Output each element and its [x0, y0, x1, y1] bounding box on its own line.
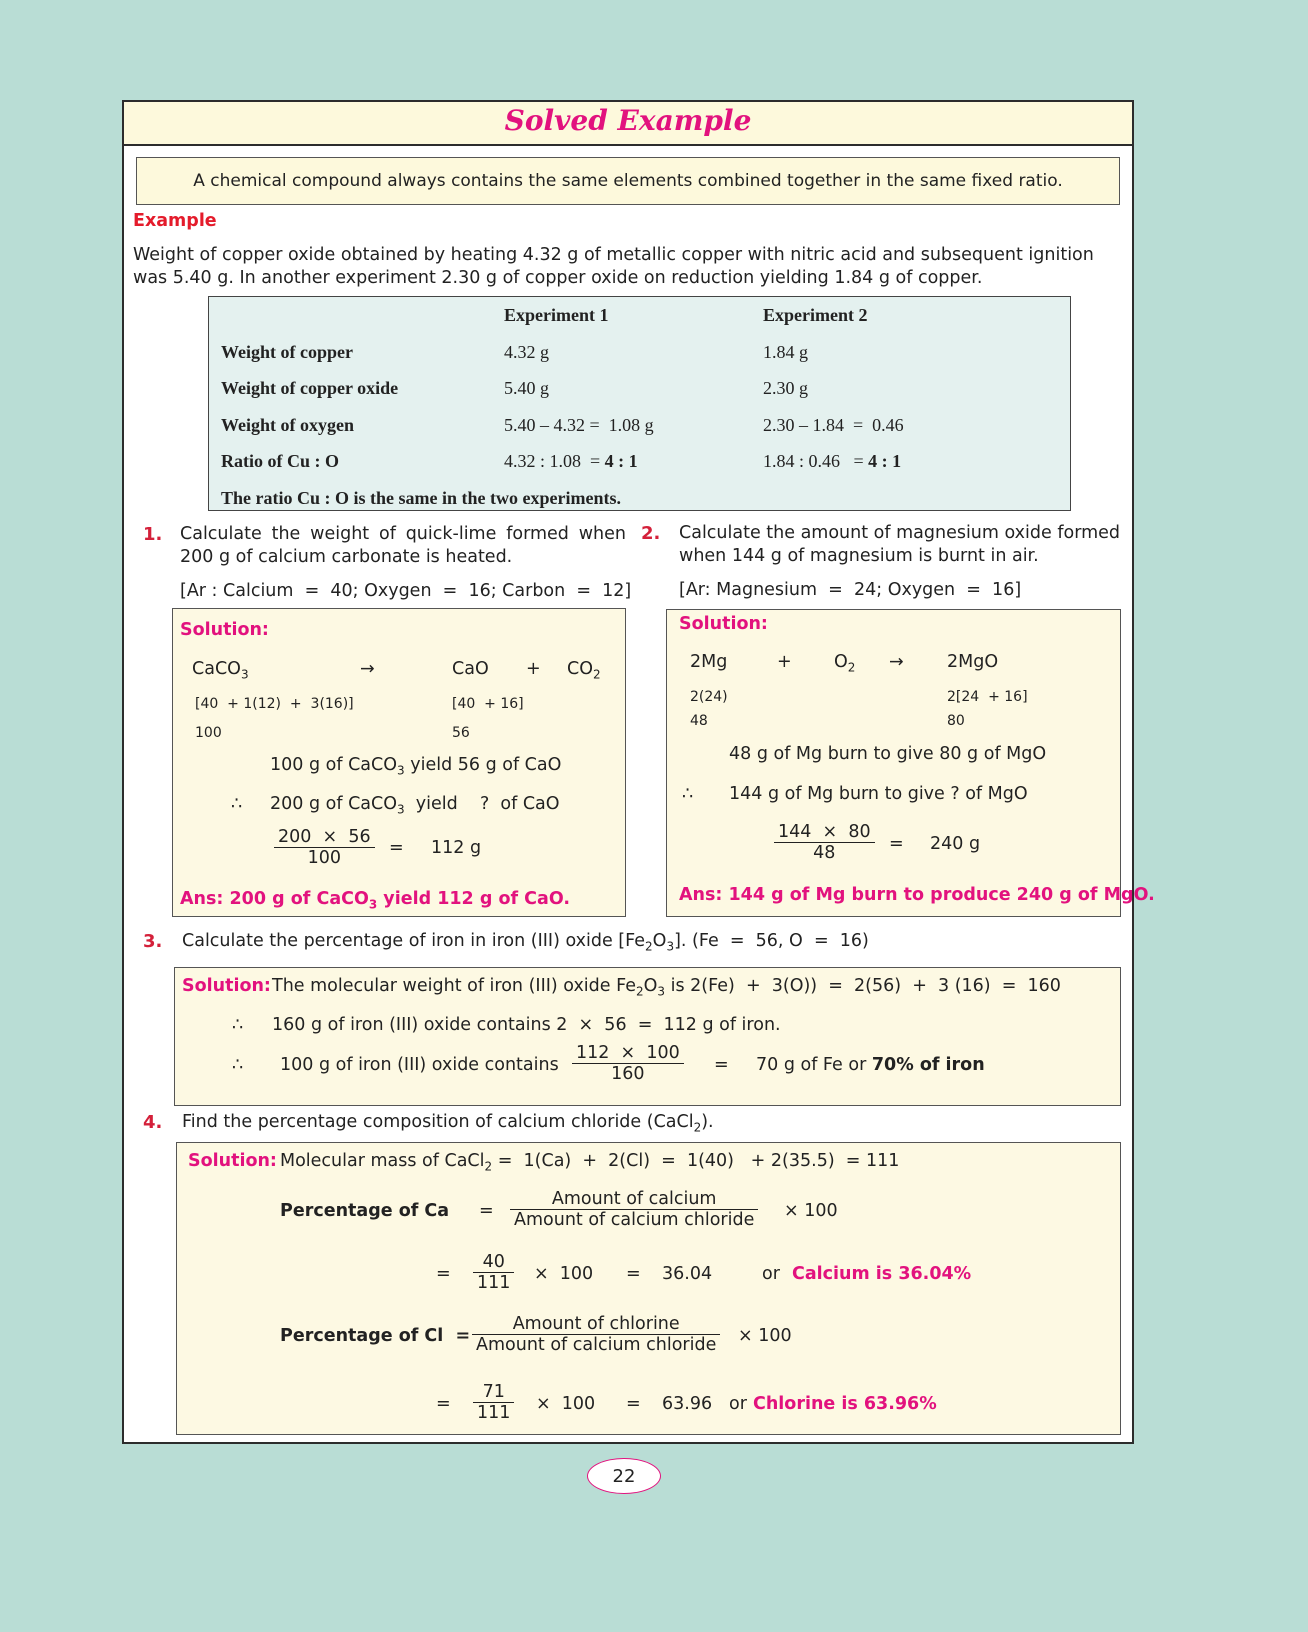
q2-fraction: $\frac{144 \times 80}{48}$ — [774, 822, 875, 863]
q1-product-2: $CO_2$ — [567, 659, 601, 682]
q3-line-2: 100 g of iron (III) oxide contains — [280, 1055, 559, 1075]
q2-answer: Ans: 144 g of Mg burn to produce 240 g of MgO. — [679, 885, 1155, 905]
or-text: or — [729, 1394, 747, 1414]
q2-result: 240 g — [930, 834, 981, 854]
q2-mass-2: 2[24 + 16] — [947, 689, 1028, 705]
q2-atomic-data: [Ar: Magnesium = 24; Oxygen = 16] — [679, 580, 1022, 600]
solution-label: Solution: — [182, 976, 271, 996]
q3-text: Calculate the percentage of iron in iron (III) oxide $[Fe_2O_3]$. (Fe = 56, O = 16) — [182, 931, 869, 954]
q4-cl-value: 63.96 — [662, 1394, 713, 1414]
table-cell: 2.30 g — [763, 378, 808, 398]
q4-ca-value: 36.04 — [662, 1264, 713, 1284]
therefore-symbol: ∴ — [232, 1055, 244, 1075]
table-cell: 4.32 g — [504, 342, 549, 362]
q3-result: 70 g of Fe or 70% of iron — [756, 1055, 985, 1075]
solution-label: Solution: — [188, 1151, 277, 1171]
arrow-icon: → — [360, 659, 375, 679]
q3-fraction: $\frac{112 \times 100}{160}$ — [572, 1043, 684, 1084]
q1-mass-2: [40 + 16] — [452, 696, 524, 712]
q4-ca-numeric-fraction: $\frac{40}{111}$ — [473, 1252, 514, 1293]
example-label: Example — [133, 211, 217, 231]
question-number: 3. — [143, 931, 163, 952]
question-number: 2. — [641, 523, 661, 544]
q4-ca-fraction: Amount of calcium Amount of calcium chloride — [510, 1189, 758, 1230]
q3-molecular-weight: The molecular weight of iron (III) oxide $Fe_2O_3$ is 2(Fe) + 3(O)) = 2(56) + 3 (16) = 160 — [272, 976, 1061, 999]
law-statement: A chemical compound always contains the same elements combined together in the same fixed ratio. — [193, 171, 1063, 191]
equals-sign: = — [889, 834, 904, 854]
q4-solution-box — [176, 1142, 1121, 1435]
q4-chlorine-result: Chlorine is 63.96% — [753, 1394, 937, 1414]
or-text: or — [762, 1264, 780, 1284]
page-title: Solved Example — [504, 104, 752, 137]
equals-sign: = — [626, 1264, 641, 1284]
table-row-label: Weight of copper — [221, 342, 353, 362]
table-row-label: Ratio of Cu : O — [221, 451, 339, 471]
example-text-1: Weight of copper oxide obtained by heating 4.32 g of metallic copper with nitric acid and subsequent ignition — [133, 245, 1094, 265]
q4-percentage-cl-label: Percentage of Cl = — [280, 1326, 471, 1346]
therefore-symbol: ∴ — [682, 784, 694, 804]
table-cell: 5.40 g — [504, 378, 549, 398]
q4-molecular-mass: Molecular mass of CaCl$_2$ = 1(Ca) + 2(Cl) = 1(40) + 2(35.5) = 111 — [280, 1151, 900, 1174]
q1-product-1: CaO — [452, 659, 489, 679]
table-row-label: Weight of oxygen — [221, 415, 354, 435]
plus-sign: + — [526, 659, 541, 679]
times-100: × 100 — [534, 1264, 594, 1284]
question-number: 4. — [143, 1112, 163, 1133]
equals-sign: = — [436, 1264, 451, 1284]
page-number: 22 — [587, 1458, 661, 1494]
times-100: × 100 — [738, 1326, 792, 1346]
plus-sign: + — [777, 652, 792, 672]
q1-value-2: 56 — [452, 725, 470, 741]
experiment-table — [208, 296, 1071, 511]
equals-sign: = — [436, 1394, 451, 1414]
table-cell: 1.84 g — [763, 342, 808, 362]
q1-line-2: 200 g of CaCO$_3$ yield ? of CaO — [270, 794, 560, 817]
q2-line-2: 144 g of Mg burn to give ? of MgO — [729, 784, 1028, 804]
q1-line-1: 100 g of CaCO$_3$ yield 56 g of CaO — [270, 755, 562, 778]
q2-text-2: when 144 g of magnesium is burnt in air. — [679, 546, 1039, 566]
table-cell: 2.30 – 1.84 = 0.46 — [763, 415, 904, 435]
law-statement-box — [136, 157, 1120, 205]
therefore-symbol: ∴ — [232, 1015, 244, 1035]
table-cell: 1.84 : 0.46 = 4 : 1 — [763, 451, 902, 471]
q4-calcium-result: Calcium is 36.04% — [792, 1264, 972, 1284]
q4-cl-numeric-fraction: $\frac{71}{111}$ — [473, 1382, 514, 1423]
q1-result: 112 g — [431, 838, 482, 858]
solution-label: Solution: — [679, 614, 768, 634]
q2-mass-1: 2(24) — [690, 689, 728, 705]
q4-text: Find the percentage composition of calcium chloride (CaCl$_2$). — [182, 1112, 714, 1135]
example-text-2: was 5.40 g. In another experiment 2.30 g of copper oxide on reduction yielding 1.84 g of copper. — [133, 268, 983, 288]
q1-value-1: 100 — [195, 725, 222, 741]
q2-value-2: 80 — [947, 713, 965, 729]
q2-reactant-1: 2Mg — [690, 652, 728, 672]
equals-sign: = — [479, 1201, 494, 1221]
table-row-label: Weight of copper oxide — [221, 378, 399, 398]
equals-sign: = — [714, 1055, 729, 1075]
question-number: 1. — [143, 524, 163, 545]
q2-line-1: 48 g of Mg burn to give 80 g of MgO — [729, 744, 1047, 764]
times-100: × 100 — [784, 1201, 838, 1221]
q1-mass-1: [40 + 1(12) + 3(16)] — [195, 696, 354, 712]
q3-line-1: 160 g of iron (III) oxide contains 2 × 56 = 112 g of iron. — [272, 1015, 781, 1035]
therefore-symbol: ∴ — [231, 794, 243, 814]
q1-text-2: 200 g of calcium carbonate is heated. — [180, 547, 513, 567]
equals-sign: = — [389, 838, 404, 858]
table-header-exp2: Experiment 2 — [763, 305, 868, 325]
times-100: × 100 — [536, 1394, 596, 1414]
q1-atomic-data: [Ar : Calcium = 40; Oxygen = 16; Carbon = 12] — [180, 581, 632, 601]
table-header-exp1: Experiment 1 — [504, 305, 609, 325]
q4-percentage-ca-label: Percentage of Ca — [280, 1201, 450, 1221]
equals-sign: = — [626, 1394, 641, 1414]
q1-reactant: CaCO$_3$ — [192, 659, 249, 682]
q1-answer: Ans: 200 g of CaCO$_3$ yield 112 g of CaO. — [180, 889, 570, 912]
q1-text-1: Calculate the weight of quick-lime formed when — [180, 524, 626, 544]
q2-product: 2MgO — [947, 652, 999, 672]
q1-fraction: $\frac{200 \times 56}{100}$ — [274, 827, 375, 868]
table-cell: 5.40 – 4.32 = 1.08 g — [504, 415, 654, 435]
arrow-icon: → — [889, 652, 904, 672]
table-cell: 4.32 : 1.08 = 4 : 1 — [504, 451, 638, 471]
q4-cl-fraction: Amount of chlorine Amount of calcium chloride — [472, 1314, 720, 1355]
solution-label: Solution: — [180, 620, 269, 640]
q2-reactant-2: $O_2$ — [834, 652, 856, 675]
q2-value-1: 48 — [690, 713, 708, 729]
q2-text-1: Calculate the amount of magnesium oxide formed — [679, 523, 1121, 543]
table-footer: The ratio Cu : O is the same in the two experiments. — [221, 488, 621, 508]
